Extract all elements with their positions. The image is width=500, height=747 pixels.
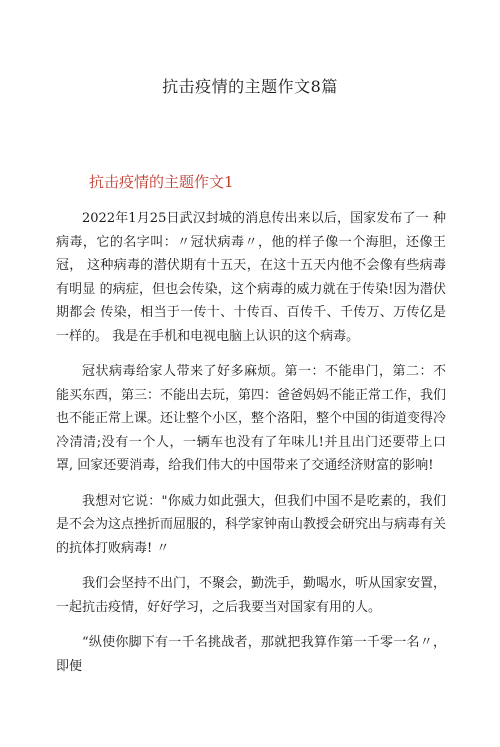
paragraph-5: “纵使你脚下有一千名挑战者，那就把我算作第一千零一名〃， 即便 [56,635,446,674]
paragraph-4: 我们会坚持不出门，不聚会，勤洗手，勤喝水，听从国家安置， 一起抗击疫情，好好学习，之后我要当对国家有用的人。 [56,576,447,615]
document-title: 抗击疫情的主题作文8篇 [162,77,338,96]
paragraph-3: 我想对它说："你威力如此强大，但我们中国不是吃素的，我们 是不会为这点挫折而屈服的，科学家钟南山教授会研究出与病毒有关 的抗体打败病毒! 〃 [56,493,447,556]
article-body [56,207,446,690]
paragraph-2: 冠状病毒给家人带来了好多麻烦。第一：不能串门，第二：不 能买东西，第三：不能出去玩，第四：爸爸妈妈不能正常工作，我们 也不能正常上课。还让整个小区，整个洛阳，整个中国的街道变得冷 冷清清;没有一个人，一辆车也没有了年味儿!并且出门还要带上口罩, 回家还要消毒，给我们伟大的中国带来了交通经济财富的影响! [56,364,447,473]
paragraph-1: 2022年1月25日武汉封城的消息传出来以后，国家发布了一 种病毒，它的名字叫：〃冠状病毒〃，他的样子像一个海胆，还像王冠， 这种病毒的潜伏期有十五天，在这十五天内他不会像有些病毒有明显 的病症，但也会传染，这个病毒的威力就在于传染!因为潜伏期都会 传染，相当于一传十、十传百、百传千、千传万、万传亿是一样的。 我是在手机和电视电脑上认识的这个病毒。 [56,211,446,344]
section-title: 抗击疫情的主题作文1 [89,173,234,191]
